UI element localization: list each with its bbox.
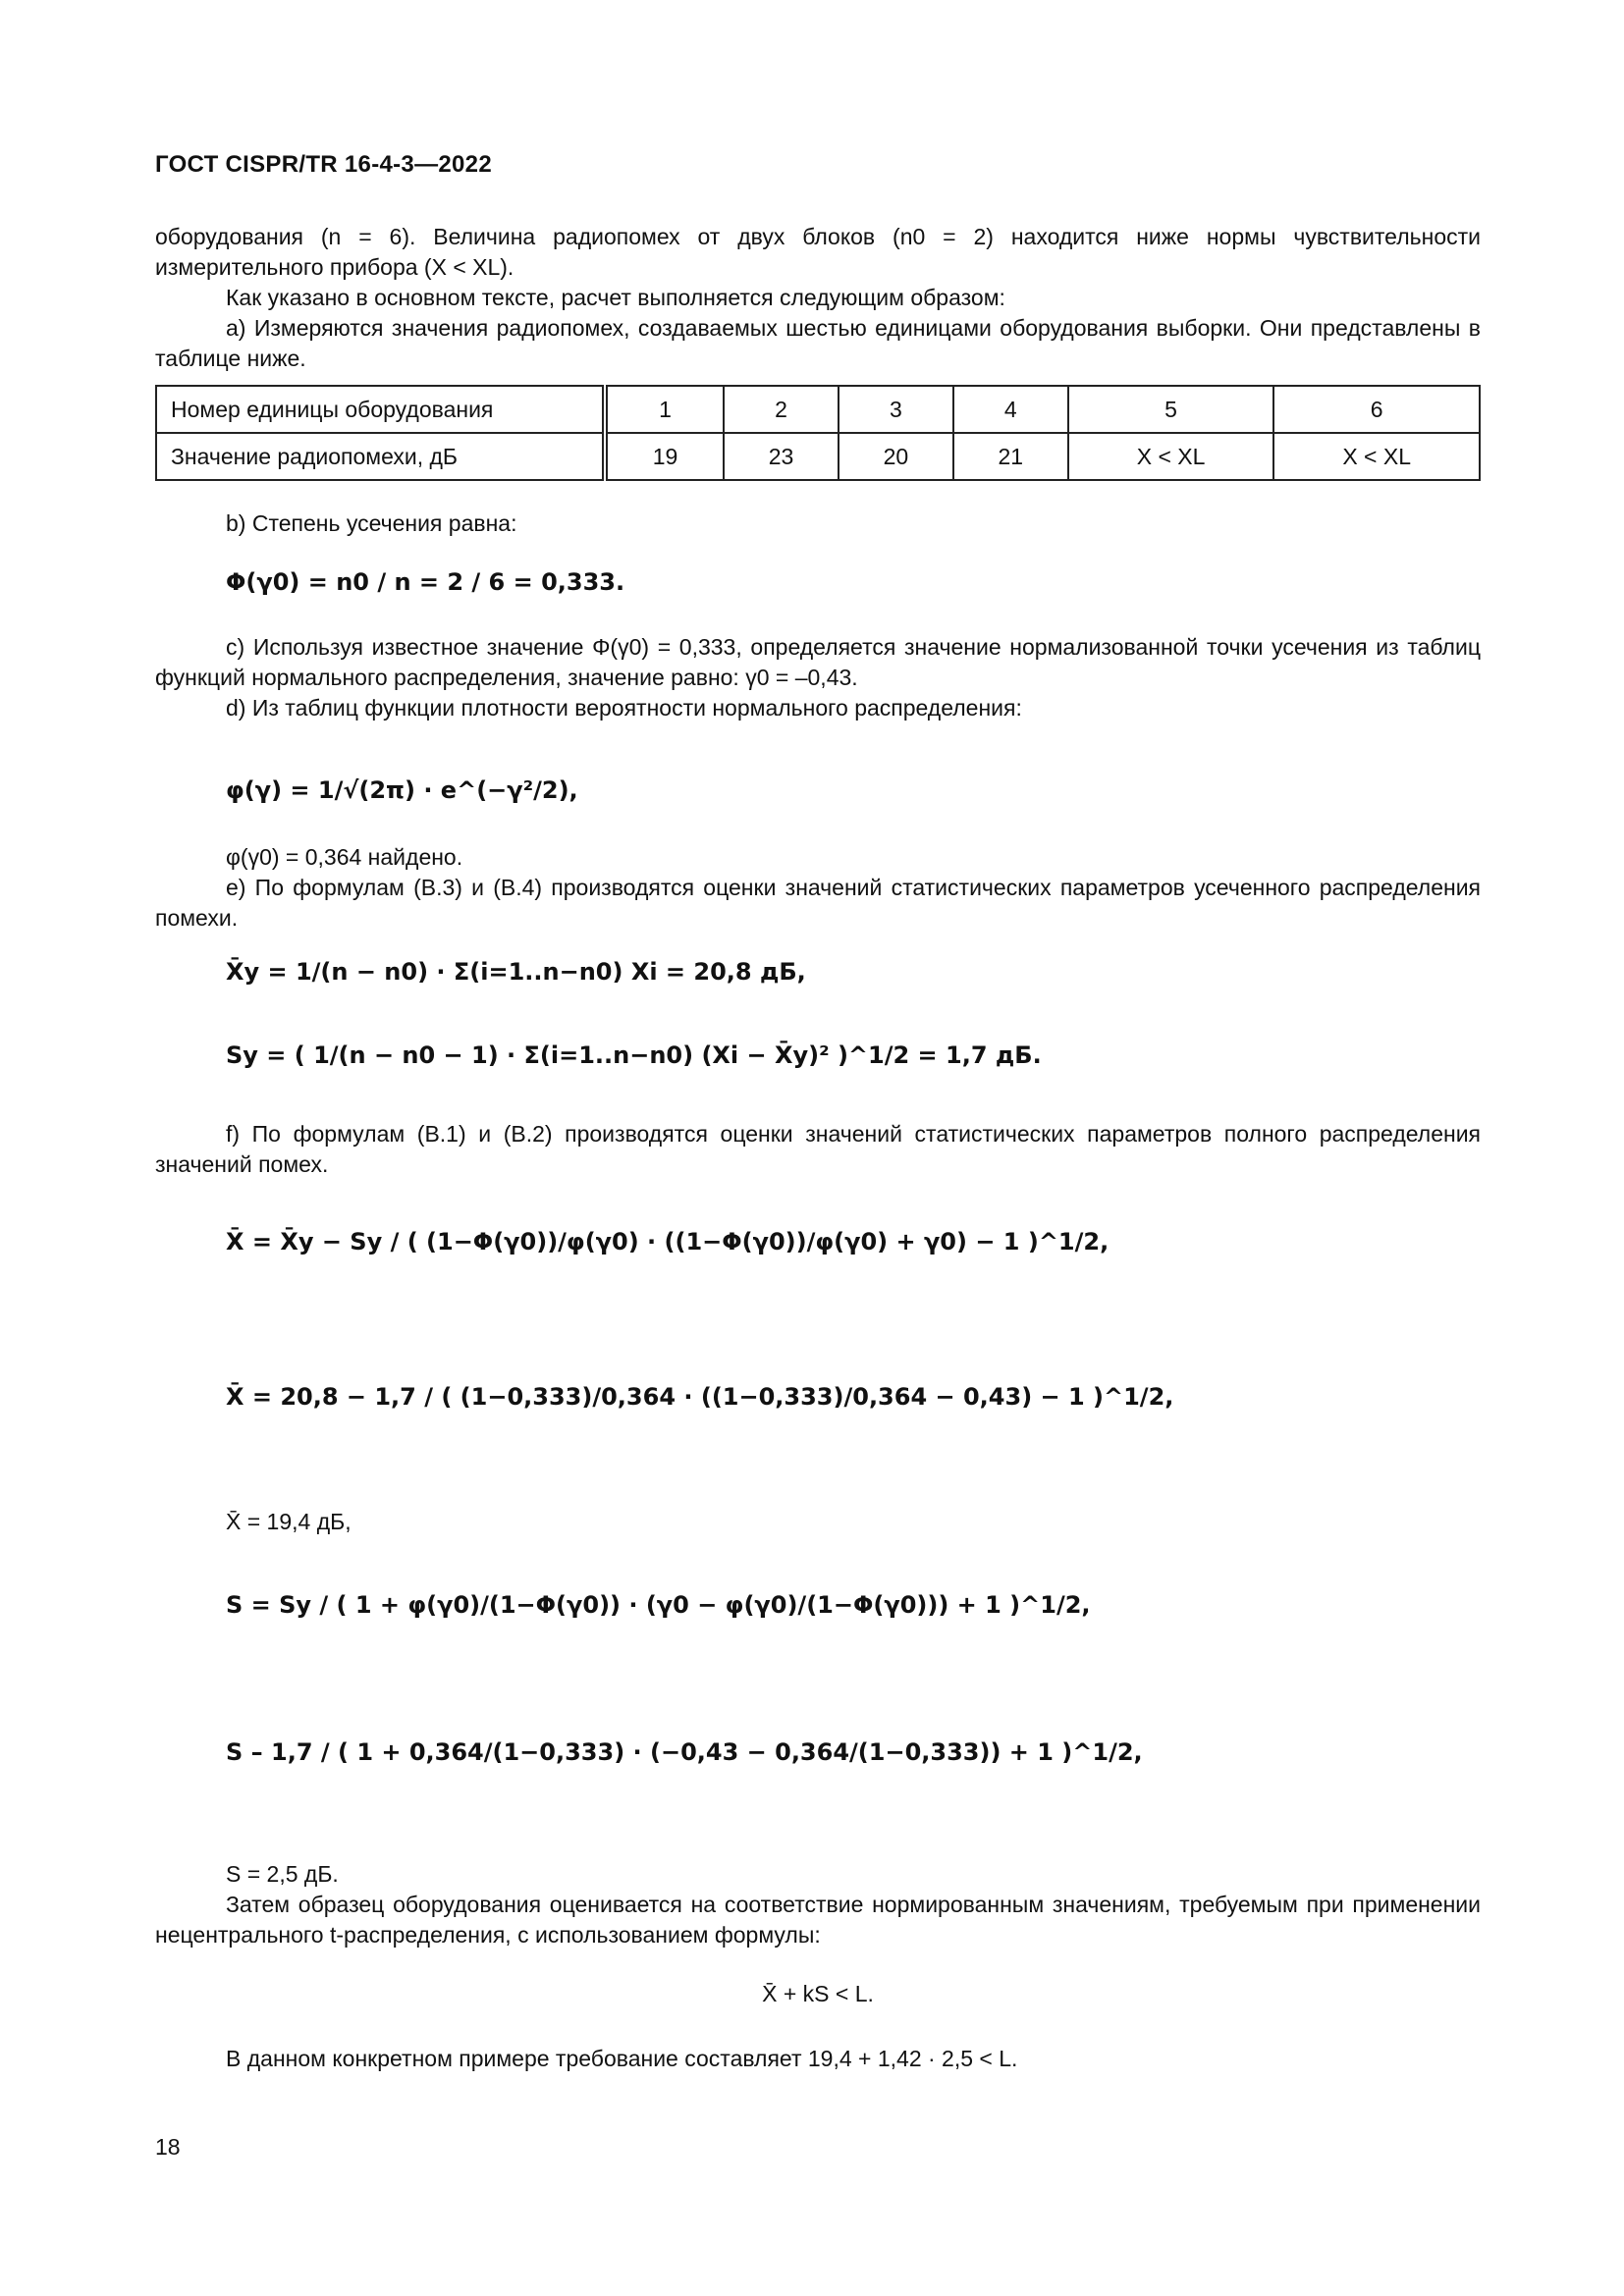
table-row-label: Номер единицы оборудования (156, 386, 605, 433)
table-row (156, 386, 1480, 433)
density-result: φ(γ0) = 0,364 найдено. (226, 844, 463, 870)
table-cell: 5 (1068, 386, 1274, 433)
criterion-formula: X̄ + kS < L. (762, 1981, 874, 2006)
table-cell: X < XL (1068, 433, 1274, 480)
document-header: ГОСТ CISPR/TR 16-4-3—2022 (155, 151, 492, 178)
std-result: S = 2,5 дБ. (226, 1861, 339, 1887)
truncated-mean-formula: X̄y = 1/(n − n0) · Σ(i=1..n−n0) Xi = 20,8 дБ, (226, 958, 806, 986)
page-number: 18 (155, 2134, 181, 2160)
step-f-paragraph: f) По формулам (B.1) и (B.2) производятся оценки значений статистических параметров полного распределения значений помех. (155, 1121, 1481, 1177)
full-mean-formula: X̄ = X̄y − Sy / ( (1−Φ(γ0))/φ(γ0) · ((1−Φ(γ0))/φ(γ0) + γ0) − 1 )^1/2, (226, 1228, 1110, 1255)
table-cell: 6 (1273, 386, 1480, 433)
table-cell: 4 (953, 386, 1068, 433)
step-d-text: d) Из таблиц функции плотности вероятности нормального распределения: (226, 695, 1022, 721)
table-cell: 21 (953, 433, 1068, 480)
step-c-paragraph: c) Используя известное значение Φ(γ0) = 0,333, определяется значение нормализованной точки усечения из таблиц функций нормального распределения, значение равно: γ0 = –0,43. (155, 634, 1481, 690)
truncated-std-formula: Sy = ( 1/(n − n0 − 1) · Σ(i=1..n−n0) (Xi − X̄y)² )^1/2 = 1,7 дБ. (226, 1041, 1042, 1069)
intro-block (155, 222, 1481, 374)
table-cell: 19 (605, 433, 724, 480)
table-cell: 20 (839, 433, 953, 480)
table-cell: 1 (605, 386, 724, 433)
conclusion-block (155, 1859, 1481, 1950)
density-formula: φ(γ) = 1/√(2π) · e^(−γ²/2), (226, 776, 578, 804)
step-f-block (155, 1119, 1481, 1180)
table-row (156, 433, 1480, 480)
table-cell: 2 (724, 386, 839, 433)
final-block (155, 2044, 1481, 2074)
step-b-text: b) Степень усечения равна: (226, 510, 517, 536)
mean-result: X̄ = 19,4 дБ, (226, 1509, 352, 1534)
final-requirement: В данном конкретном примере требование составляет 19,4 + 1,42 · 2,5 < L. (226, 2046, 1018, 2071)
step-e-block (155, 842, 1481, 934)
step-a-paragraph: a) Измеряются значения радиопомех, создаваемых шестью единицами оборудования выборки. Они представлены в таблице ниже. (155, 315, 1481, 371)
full-std-numeric-formula: S – 1,7 / ( 1 + 0,364/(1−0,333) · (−0,43 − 0,364/(1−0,333)) + 1 )^1/2, (226, 1738, 1143, 1766)
document-page (155, 0, 1487, 2296)
truncation-formula: Φ(γ0) = n0 / n = 2 / 6 = 0,333. (226, 568, 625, 596)
intro-method-line: Как указано в основном тексте, расчет выполняется следующим образом: (226, 285, 1005, 310)
measurement-table (155, 385, 1481, 481)
assessment-paragraph: Затем образец оборудования оценивается на соответствие нормированным значениям, требуемым при применении нецентрального t-распределения, с использованием формулы: (155, 1892, 1481, 1948)
mean-result-block (155, 1507, 1481, 1537)
full-mean-numeric-formula: X̄ = 20,8 − 1,7 / ( (1−0,333)/0,364 · ((1−0,333)/0,364 − 0,43) − 1 )^1/2, (226, 1383, 1174, 1411)
intro-paragraph: оборудования (n = 6). Величина радиопомех от двух блоков (n0 = 2) находится ниже нормы чувствительности измерительного прибора (X < XL). (155, 224, 1481, 280)
step-c-block (155, 632, 1481, 723)
table-row-label: Значение радиопомехи, дБ (156, 433, 605, 480)
full-std-formula: S = Sy / ( 1 + φ(γ0)/(1−Φ(γ0)) · (γ0 − φ(γ0)/(1−Φ(γ0))) + 1 )^1/2, (226, 1591, 1091, 1619)
step-b-block (155, 508, 1481, 539)
step-e-paragraph: e) По формулам (B.3) и (B.4) производятся оценки значений статистических параметров усеченного распределения помехи. (155, 875, 1481, 931)
table-cell: X < XL (1273, 433, 1480, 480)
table-cell: 23 (724, 433, 839, 480)
table-cell: 3 (839, 386, 953, 433)
